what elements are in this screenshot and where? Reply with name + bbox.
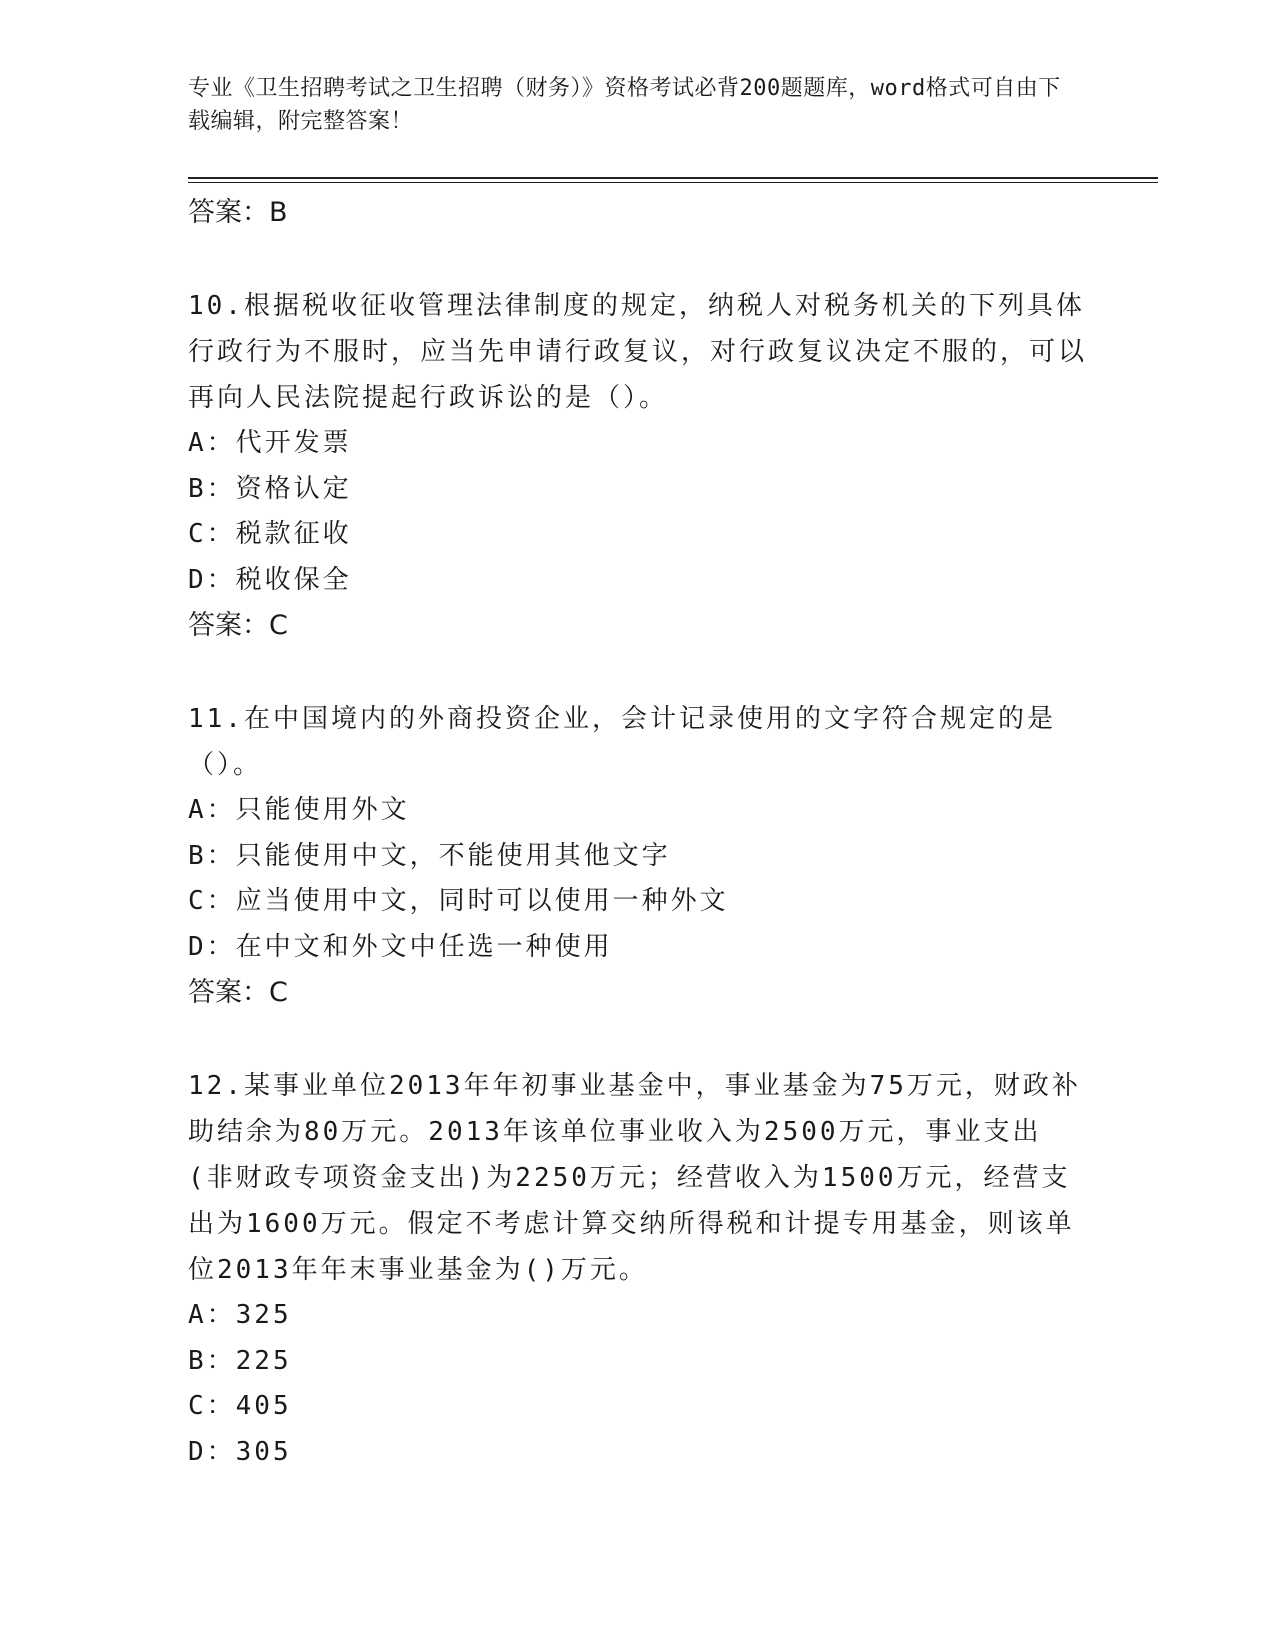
question-text: 11.在中国境内的外商投资企业，会计记录使用的文字符合规定的是（）。: [188, 704, 1056, 780]
option-d: D：税收保全: [188, 564, 352, 595]
option-a: A：325: [188, 1300, 292, 1330]
option-c: C：405: [188, 1391, 292, 1421]
option-c: C：应当使用中文，同时可以使用一种外文: [188, 886, 729, 916]
spacer: [188, 1015, 1088, 1063]
question-11: [188, 696, 1088, 1015]
option-b: B：只能使用中文，不能使用其他文字: [188, 840, 671, 871]
question-10: [188, 283, 1088, 648]
option-c: C：税款征收: [188, 519, 352, 549]
option-d: D：在中文和外文中任选一种使用: [188, 931, 613, 962]
answer: 答案：C: [188, 610, 288, 641]
option-a: A：代开发票: [188, 428, 352, 458]
option-b: B：资格认定: [188, 473, 352, 504]
question-text: 12.某事业单位2013年年初事业基金中，事业基金为75万元，财政补助结余为80万元。2013年该单位事业收入为2500万元，事业支出(非财政专项资金支出)为2250万元；经营收入为1500万元，经营支出为1600万元。假定不考虑计算交纳所得税和计提专用基金，则该单位2013年年末事业基金为()万元。: [188, 1071, 1081, 1285]
question-text: 10.根据税收征收管理法律制度的规定，纳税人对税务机关的下列具体行政行为不服时，应当先申请行政复议，对行政复议决定不服的，可以再向人民法院提起行政诉讼的是（）。: [188, 291, 1088, 413]
header-divider: [188, 177, 1158, 179]
answer: 答案：C: [188, 977, 288, 1008]
question-list: [188, 190, 1088, 1475]
option-d: D：305: [188, 1436, 292, 1467]
option-b: B：225: [188, 1345, 292, 1376]
answer-prev: 答案：B: [188, 197, 288, 228]
option-a: A：只能使用外文: [188, 795, 410, 825]
spacer: [188, 648, 1088, 696]
header-title: 专业《卫生招聘考试之卫生招聘（财务）》资格考试必背200题题库，word格式可自由下载编辑，附完整答案！: [188, 76, 1061, 134]
header-divider-thin: [188, 182, 1158, 183]
question-12: [188, 1063, 1088, 1475]
spacer: [188, 235, 1088, 283]
